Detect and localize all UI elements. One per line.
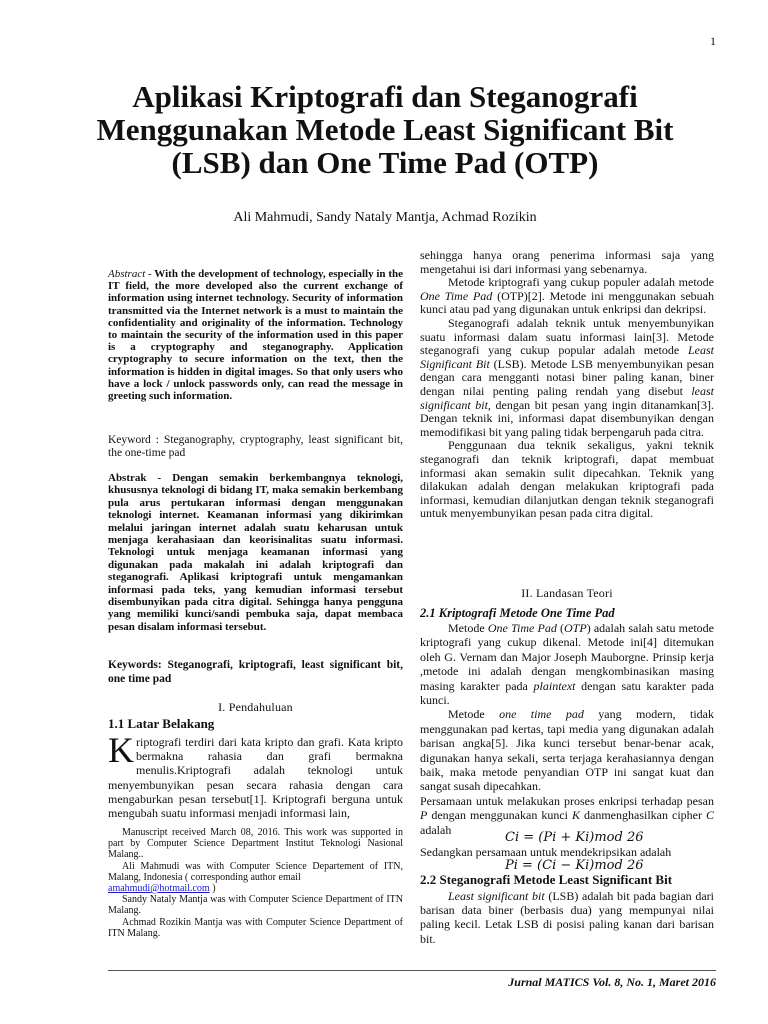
- footnote-achmad: Achmad Rozikin Mantja was with Computer Science Department of ITN Malang.: [108, 916, 403, 939]
- footer-rule: [108, 970, 716, 971]
- footnote-ali-tail: ): [209, 883, 216, 895]
- authors: Ali Mahmudi, Sandy Nataly Mantja, Achmad Rozikin: [233, 210, 537, 225]
- p7-c: danmenghasilkan cipher: [580, 808, 706, 823]
- email-link[interactable]: amahmudi@hotmail.com: [108, 883, 210, 895]
- right-paragraph-2: [420, 276, 714, 317]
- footnote-ali-text: Ali Mahmudi was with Computer Science Departement of ITN, Malang, Indonesia ( corresponding author email: [108, 860, 403, 883]
- equation-encrypt: Ci = (Pi + Ki)mod 26: [505, 830, 644, 845]
- p3-italic-1: Least Significant Bit: [420, 343, 714, 371]
- p2-b: (OTP)[2]. Metode ini menggunakan sebuah kunci atau pad yang digunakan untuk enkripsi dan dekripsi.: [420, 288, 714, 317]
- equation-decrypt: Pi = (Ci − Ki)mod 26: [505, 858, 644, 873]
- section-2-heading: II. Landasan Teori: [521, 586, 613, 600]
- p7-d: adalah: [420, 822, 452, 837]
- p2-a: Metode kriptografi yang cukup populer adalah metode: [448, 275, 714, 290]
- section-2-2-text: [420, 889, 714, 946]
- right-paragraph-5: [420, 621, 714, 707]
- p5-a: Metode: [448, 621, 488, 635]
- p7-p: P: [420, 808, 428, 823]
- abstract-label: Abstract -: [108, 268, 152, 280]
- abstrak-id: Abstrak - Dengan semakin berkembangnya teknologi, khususnya teknologi di bidang IT, maka semakin berkembang pula arus pertukaran informasi dengan menggunakan teknologi internet. Keamanan informasi yang dikirimkan melalui jaringan internet adalah suatu keharusan untuk menjaga kerahasiaan dan keorisinalitas suatu informasi. Teknologi untuk menjaga keamanan informasi yang digunakan pada makalah ini adalah kriptografi dan steganografi. Aplikasi kriptografi untuk mengamankan informasi pada teks, yang kemudian informasi tersebut disembunyikan pada citra digital. Sehingga hanya pengguna yang memiliki kunci/sandi pembuka saja, dapat membaca pesan disalam informasi tersebut.: [108, 472, 403, 633]
- p5-italic-1: One Time Pad: [487, 621, 557, 635]
- p3-italic-2: least significant bit,: [420, 383, 714, 412]
- right-paragraph-3: [420, 317, 714, 439]
- p5-italic-3: plaintext: [533, 678, 576, 693]
- keywords-id: Keywords: Steganografi, kriptografi, least significant bit, one time pad: [108, 659, 403, 685]
- p9-italic: Least significant bit: [448, 889, 545, 903]
- p5-italic-2: OTP: [564, 621, 587, 635]
- abstract-text: With the development of technology, especially in the IT field, the more developed also the current exchange of information using internet technology. Security of information transmitted via the Internet network is a must to maintain the confidentiality and originality of the information. Technology to maintain the security of the information used in this paper is a cryptography and steganography. Application cryptography to secure information on the text, then the information is hidden in digital images. So that only users who have a lock / unlock passwords only, can read the message in greeting such information.: [108, 268, 403, 403]
- p6-italic: one time pad: [499, 707, 584, 722]
- paper-title: [80, 80, 690, 179]
- p7-a: Persamaan untuk melakukan proses enkripsi terhadap pesan: [420, 793, 714, 808]
- subsection-2-1-heading: 2.1 Kriptografi Metode One Time Pad: [420, 606, 615, 620]
- p7-k: K: [572, 808, 581, 823]
- page-number: 1: [710, 34, 716, 48]
- right-paragraph-1: sehingga hanya orang penerima informasi saja yang mengetahui isi dari informasi yang sebenarnya.: [420, 248, 714, 276]
- p3-c: dengan bit pesan yang ingin ditanamkan[3]. Dengan teknik ini, informasi dapat disembunyikan dengan memodifikasi bit yang paling tidak berpengaruh pada citra.: [420, 397, 714, 439]
- right-column-text: [420, 249, 714, 521]
- section-1-heading: I. Pendahuluan: [218, 700, 293, 714]
- p5-b: (: [556, 621, 565, 635]
- p2-italic: One Time Pad: [420, 288, 493, 303]
- p5-c: ) adalah salah satu metode kriptografi yang cukup dikenal. Metode ini[4] ditemukan oleh G. Vernam dan Major Joseph Mauborgne. Prinsip kerja ,metode ini adalah dengan mengkombinasikan masing masing karakter pada: [420, 621, 714, 693]
- p7-cvar: C: [706, 808, 715, 823]
- subsection-1-1-heading: 1.1 Latar Belakang: [108, 716, 215, 731]
- right-paragraph-4: Penggunaan dua teknik sekaligus, yakni teknik steganografi dan teknik kriptografi, dapat membuat informasi akan semakin sulit dipecahkan. Teknik yang dilakukan adalah dengan melakukan kriptografi pada informasi, kemudian dilanjutkan dengan teknik steganografi untuk menyembunyikan pesan pada citra digital.: [420, 438, 714, 521]
- footnotes: [108, 827, 403, 939]
- section-1-1-paragraph: [108, 730, 403, 821]
- p3-a: Steganografi adalah teknik untuk menyembunyikan suatu informasi dalam suatu informasi lain[3]. Metode steganografi yang cukup popular adalah metode: [420, 315, 714, 358]
- journal-footer: Jurnal MATICS Vol. 8, No. 1, Maret 2016: [508, 975, 716, 989]
- p9-b: (LSB) adalah bit pada bagian dari barisan data biner (berbasis dua) yang mempunyai nilai paling kecil. Letak LSB di posisi paling kanan dari barisan bit.: [420, 889, 714, 946]
- p6-b: yang modern, tidak menggunakan pad kertas, tapi media yang digunakan adalah barisan angka[5]. Jika kunci tersebut benar-benar acak, digunakan hanya sekali, serta terjaga kerahasiannya dengan baik, maka metode penyandian OTP ini sangat kuat dan sangat susah dipecahkan.: [420, 707, 715, 794]
- title-line-1: Aplikasi Kriptografi dan Steganografi: [132, 79, 638, 114]
- dropcap: K: [108, 730, 134, 770]
- keyword-en: Keyword : Steganography, cryptography, least significant bit, the one-time pad: [108, 434, 403, 459]
- footnote-sandy: Sandy Nataly Mantja was with Computer Science Department of ITN Malang.: [108, 894, 403, 917]
- title-line-3: (LSB) dan One Time Pad (OTP): [171, 145, 599, 180]
- right-paragraph-8: Sedangkan persamaan untuk mendekripsikan adalah: [420, 845, 672, 859]
- p5-d: dengan satu karakter pada kunci.: [420, 678, 714, 708]
- section-2-1-text: [420, 621, 714, 837]
- footnote-manuscript: Manuscript received March 08, 2016. This work was supported in part by Computer Science Department Institut Teknologi Nasional Malang..: [108, 827, 403, 861]
- p3-b: (LSB). Metode LSB menyembunyikan pesan dengan cara mengganti notasi biner paling kanan, biner dengan nilai penting paling rendah yang disebut: [420, 356, 715, 398]
- abstract-en: [108, 268, 403, 402]
- footnote-ali: [108, 861, 403, 895]
- right-paragraph-9: [420, 889, 714, 946]
- section-1-1-text: riptografi terdiri dari kata kripto dan grafi. Kata kripto bermakna rahasia dan grafi bermakna menulis.Kriptografi adalah teknologi untuk menyembunyikan pesan secara rahasia dengan cara mengaburkan pesan tersebut[1]. Kriptografi berguna untuk mengubah suatu informasi menjadi informasi lain,: [108, 735, 403, 821]
- right-paragraph-6: [420, 707, 714, 793]
- title-line-2: Menggunakan Metode Least Significant Bit: [96, 112, 674, 147]
- p7-b: dengan menggunakan kunci: [427, 808, 572, 823]
- subsection-2-2-heading: 2.2 Steganografi Metode Least Significant Bit: [420, 872, 673, 887]
- p6-a: Metode: [448, 707, 500, 722]
